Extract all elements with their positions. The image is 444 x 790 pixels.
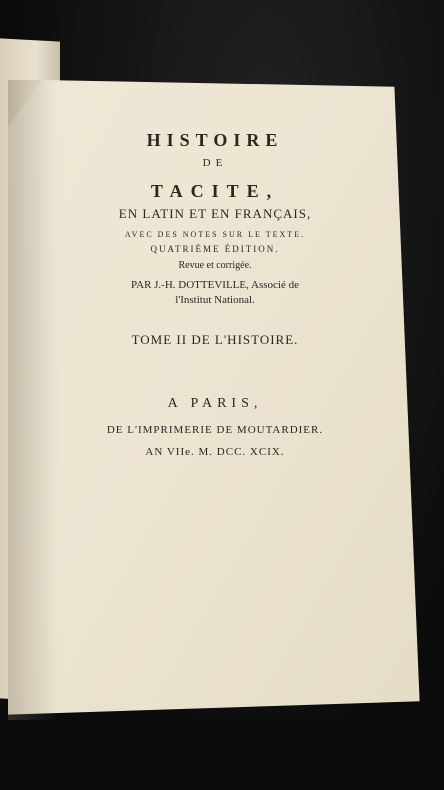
- edition-line: QUATRIÈME ÉDITION.: [150, 244, 280, 254]
- date-line: AN VIIe. M. DCC. XCIX.: [145, 446, 285, 458]
- bottom-shadow: [18, 720, 438, 750]
- notes-line: AVEC DES NOTES SUR LE TEXTE.: [124, 230, 306, 239]
- city-line: A PARIS,: [167, 396, 263, 411]
- translator-line: PAR J.-H. DOTTEVILLE, Associé de: [131, 279, 299, 291]
- book-title: HISTOIRE: [146, 130, 284, 150]
- title-de: DE: [202, 157, 228, 169]
- printer-line: DE L'IMPRIMERIE DE MOUTARDIER.: [106, 424, 324, 436]
- page-gutter: [8, 80, 58, 720]
- title-page-text: [60, 130, 370, 458]
- volume-line: TOME II DE L'HISTOIRE.: [131, 332, 299, 347]
- languages-line: EN LATIN ET EN FRANÇAIS,: [118, 206, 312, 221]
- author-name: TACITE,: [150, 181, 280, 201]
- revised-line: Revue et corrigée.: [178, 260, 252, 271]
- institute-line: l'Institut National.: [175, 294, 255, 306]
